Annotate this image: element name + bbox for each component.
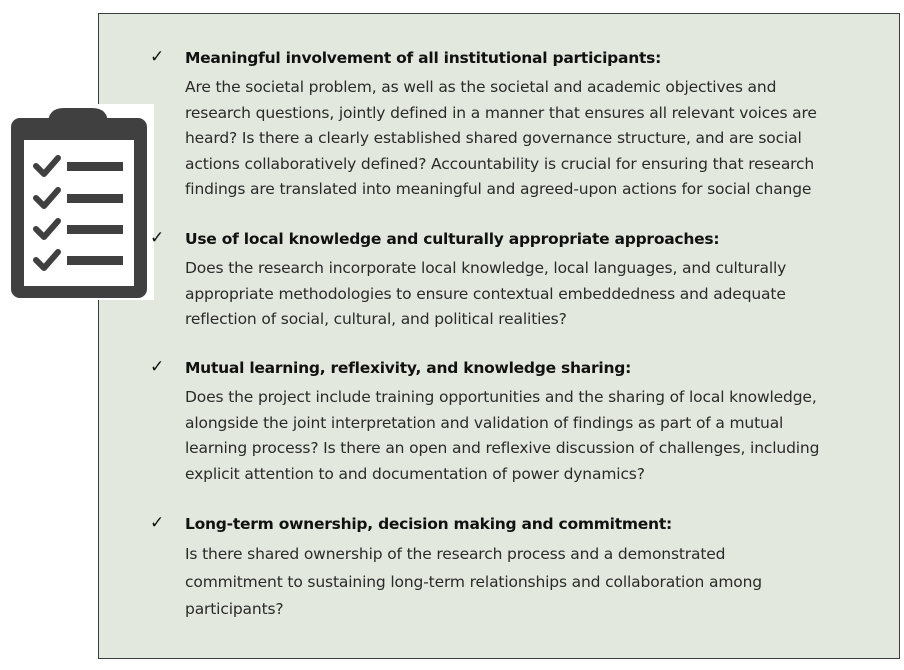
description-line: Are the societal problem, as well as the societal and academic objectives and [185,78,777,96]
item-title: Mutual learning, reflexivity, and knowledge sharing: [185,359,632,377]
item-description [185,256,885,333]
checkmark-icon: ✓ [150,513,165,533]
description-line: reflection of social, cultural, and political realities? [185,310,567,329]
description-line: Does the research incorporate local knowledge, local languages, and culturally [185,259,787,277]
item-title: Meaningful involvement of all institutional participants: [185,49,662,67]
description-line: appropriate methodologies to ensure contextual embeddedness and adequate [185,284,786,303]
description-line: alongside the joint interpretation and validation of findings as part of a mutual [185,413,784,432]
description-line: Does the project include training opportunities and the sharing of local knowledge, [185,388,817,406]
checkmark-icon: ✓ [150,47,165,67]
item-title: Use of local knowledge and culturally appropriate approaches: [185,230,720,248]
description-line: explicit attention to and documentation of power dynamics? [185,464,645,483]
description-line: research questions, jointly defined in a manner that ensures all relevant voices are [185,103,817,122]
clipboard-checklist-icon [0,104,154,300]
item-description [185,541,885,624]
description-line: Is there shared ownership of the research process and a demonstrated [185,545,726,563]
description-line: participants? [185,600,284,618]
description-line: heard? Is there a clearly established shared governance structure, and are social [185,129,802,148]
description-line: actions collaboratively defined? Accountability is crucial for ensuring that research [185,154,815,173]
checkmark-icon: ✓ [150,228,165,248]
item-title: Long-term ownership, decision making and commitment: [185,515,672,533]
description-line: findings are translated into meaningful and agreed-upon actions for social change [185,180,812,199]
description-line: learning process? Is there an open and reflexive discussion of challenges, including [185,439,820,458]
item-description [185,75,885,203]
item-description [185,385,885,487]
checkmark-icon: ✓ [150,357,165,377]
description-line: commitment to sustaining long-term relationships and collaboration among [185,572,762,591]
